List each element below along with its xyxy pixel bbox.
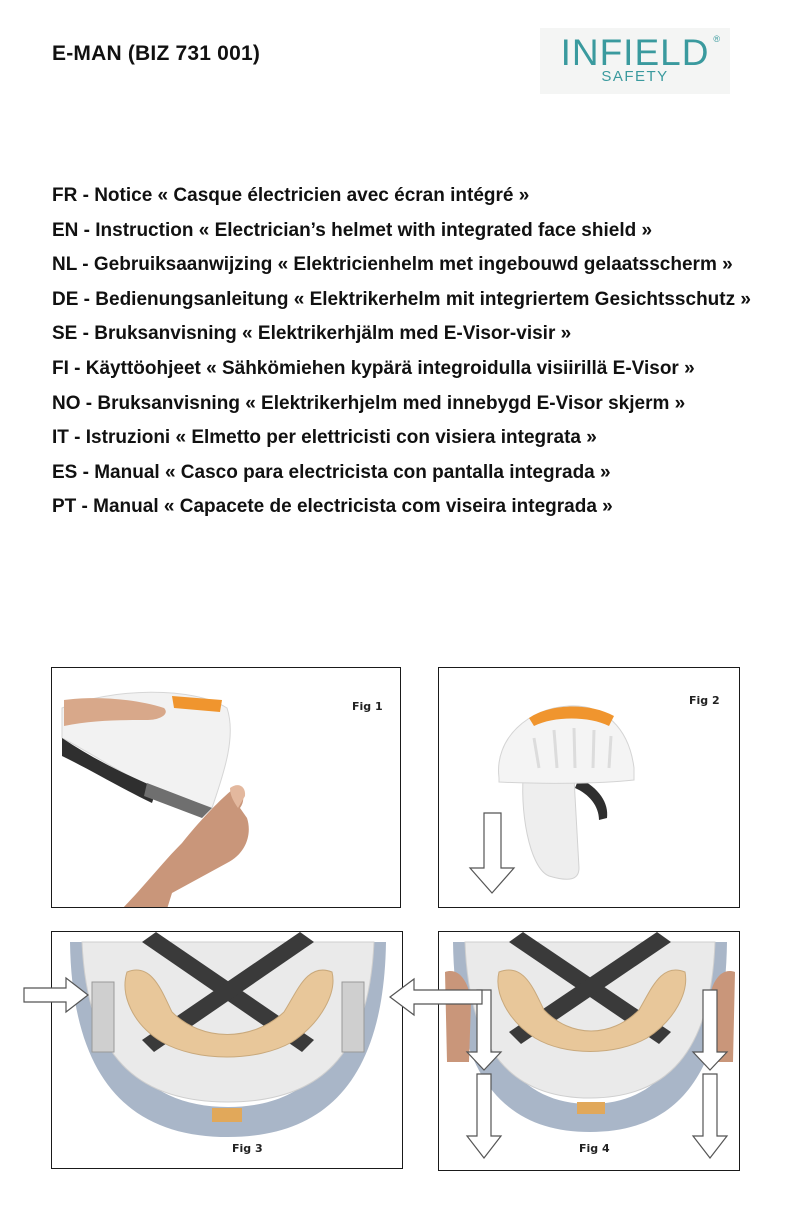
figure-3-label: Fig 3 [232, 1142, 263, 1155]
figure-1 [51, 667, 401, 908]
language-title-nl: NL - Gebruiksaanwijzing « Elektricienhelm met ingebouwd gelaatsscherm » [52, 254, 733, 276]
logo-registered-mark: ® [713, 34, 720, 44]
language-title-en: EN - Instruction « Electrician’s helmet with integrated face shield » [52, 219, 653, 241]
figure-1-illustration [52, 668, 401, 908]
figure-4-illustration [439, 932, 740, 1171]
figure-2 [438, 667, 740, 908]
figure-2-label: Fig 2 [689, 694, 720, 707]
language-title-fi: FI - Käyttöohjeet « Sähkömiehen kypärä integroidulla visiirillä E-Visor » [52, 357, 695, 379]
language-title-fr: FR - Notice « Casque électricien avec écran intégré » [52, 185, 530, 206]
push-right-arrow-icon [22, 975, 90, 1015]
language-title-it: IT - Istruzioni « Elmetto per elettricisti con visiera integrata » [52, 427, 597, 449]
logo-brand: INFIELD [560, 32, 710, 73]
language-title-es: ES - Manual « Casco para electricista con pantalla integrada » [52, 461, 611, 483]
figure-3 [51, 931, 403, 1169]
language-title-de: DE - Bedienungsanleitung « Elektrikerhelm mit integriertem Gesichtsschutz » [52, 288, 751, 310]
figure-3-illustration [52, 932, 403, 1169]
push-left-arrow-icon [388, 976, 484, 1018]
figure-1-label: Fig 1 [352, 700, 383, 713]
language-title-se: SE - Bruksanvisning « Elektrikerhjälm med E-Visor-visir » [52, 323, 572, 345]
figure-4-label: Fig 4 [579, 1142, 610, 1155]
figure-4 [438, 931, 740, 1171]
language-title-no: NO - Bruksanvisning « Elektrikerhjelm med innebygd E-Visor skjerm » [52, 392, 686, 414]
logo-tagline: SAFETY [601, 68, 669, 85]
document-title: E-MAN (BIZ 731 001) [52, 42, 261, 65]
language-title-pt: PT - Manual « Capacete de electricista com viseira integrada » [52, 496, 613, 518]
language-title-list [52, 183, 751, 529]
infield-safety-logo [540, 28, 730, 94]
